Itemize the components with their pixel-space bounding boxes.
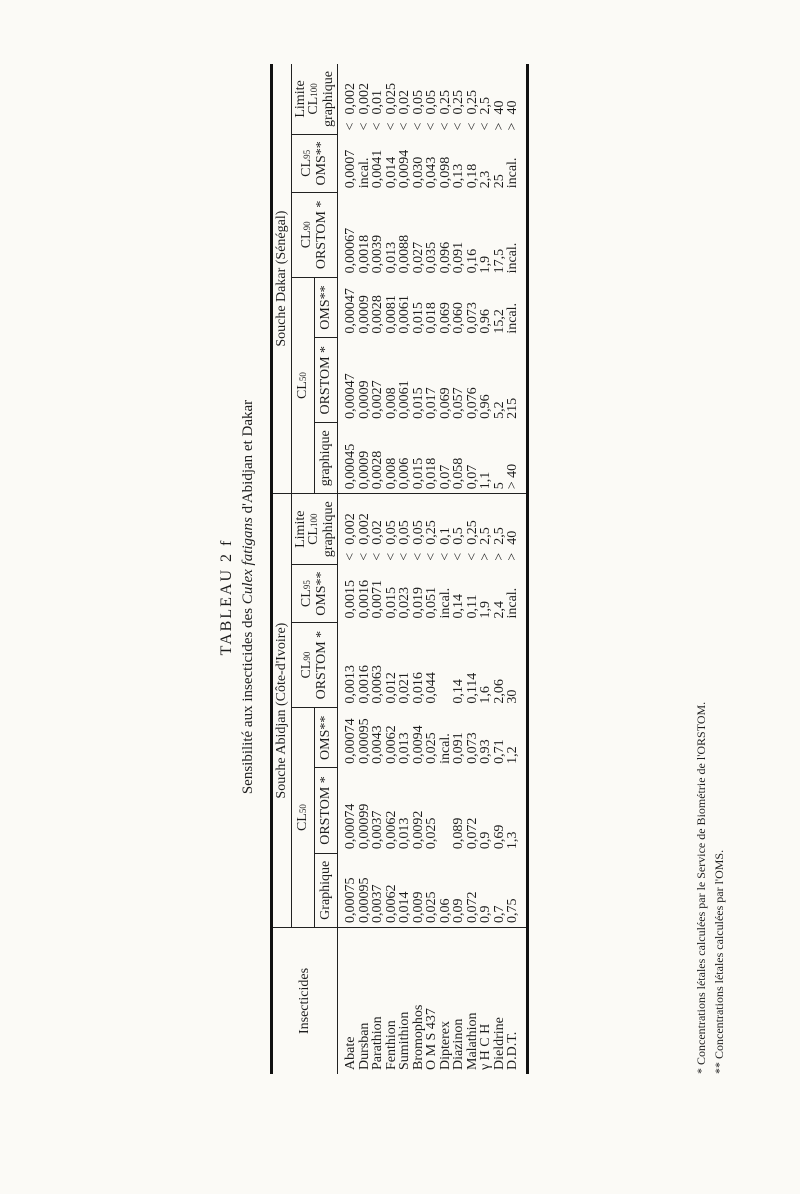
limite-value: 0,05 <box>383 520 399 545</box>
dakar-header: Souche Dakar (Sénégal) <box>272 64 292 494</box>
table-cell: 0,013 <box>397 732 412 764</box>
limite-cell <box>385 68 399 130</box>
dakar-oms95-col <box>338 134 528 192</box>
table-cell: 0,091 <box>451 732 466 764</box>
abidjan-graphique-col <box>338 853 528 927</box>
table-cell: γ H C H <box>478 1023 493 1070</box>
cl100-label: CL <box>306 96 321 115</box>
table-cell: incal. <box>505 587 520 619</box>
limite-label: Limite <box>292 80 308 118</box>
subtitle-post: d'Abidjan et Dakar <box>240 399 256 518</box>
table-cell: 0,021 <box>397 672 412 704</box>
limite-value: 0,002 <box>343 82 358 115</box>
limite-value: 2,5 <box>478 527 493 545</box>
table-cell: 0,0039 <box>370 234 385 274</box>
table-cell: 0,073 <box>464 302 480 334</box>
table-cell: 0,7 <box>491 905 507 923</box>
table-cell: 0,07 <box>464 464 480 490</box>
abidjan-orstom50-col <box>338 768 528 853</box>
table-cell: 0,0009 <box>356 380 372 419</box>
table-cell: 0,019 <box>410 587 426 619</box>
table-cell: 0,009 <box>410 891 426 923</box>
cl90-sub: 90 <box>302 221 313 231</box>
limite-sign: < <box>343 552 358 561</box>
dakar-oms50-header: OMS** <box>315 277 338 337</box>
table-cell: incal. <box>437 587 453 619</box>
table-cell: 0,006 <box>397 457 412 490</box>
table-cell: 1,1 <box>478 471 493 490</box>
table-cell: 0,00067 <box>343 227 358 274</box>
dakar-graphique-header: graphique <box>315 423 338 494</box>
limite-cell <box>439 498 453 560</box>
subtitle-pre: Sensibilité aux insecticides des <box>240 604 256 795</box>
table-cell: 0,0007 <box>343 149 358 189</box>
limite-cell <box>412 498 426 560</box>
table-cell: 0,18 <box>464 163 480 189</box>
table-cell: 30 <box>505 689 520 704</box>
limite-value: 2,5 <box>478 96 493 115</box>
cl50-label: CL <box>294 381 310 400</box>
table-cell: Dipterex <box>437 1021 453 1070</box>
table-cell: 0,076 <box>464 387 480 419</box>
table-cell: 0,0071 <box>370 580 385 619</box>
table-cell: 0,00099 <box>356 803 372 850</box>
table-title: TABLEAU 2 f <box>218 538 235 656</box>
table-cell: 0,015 <box>410 457 426 490</box>
limite-graphique: graphique <box>320 70 336 127</box>
table-cell: 0,072 <box>464 817 480 850</box>
table-cell: 0,018 <box>424 302 439 334</box>
limite-cell <box>479 68 493 130</box>
table-cell: 0,09 <box>451 898 466 923</box>
table-cell: 0,14 <box>451 679 466 704</box>
limite-cell <box>371 68 385 130</box>
table-cell: 2,4 <box>491 601 507 619</box>
table-cell: 0,96 <box>478 394 493 419</box>
table-cell: incal. <box>505 302 520 334</box>
cl90-label: CL <box>299 230 315 249</box>
limite-graphique: graphique <box>320 501 336 558</box>
limite-value: 0,25 <box>424 520 439 545</box>
limite-cell <box>425 68 439 130</box>
table-cell: 0,0061 <box>397 295 412 334</box>
limite-sign: < <box>451 552 466 561</box>
limite-value: 0,01 <box>370 89 385 115</box>
table-cell: 0,030 <box>410 156 426 189</box>
table-cell: 0,13 <box>451 163 466 189</box>
limite-cell <box>466 498 480 560</box>
limite-cell <box>493 68 507 130</box>
limite-sign: < <box>397 552 412 561</box>
limite-sign: < <box>343 122 358 131</box>
table-cell: 1,6 <box>478 686 493 704</box>
limite-cell <box>425 498 439 560</box>
table-cell: 0,69 <box>491 824 507 850</box>
limite-sign: < <box>370 552 385 561</box>
table-cell: Dieldrine <box>491 1017 507 1070</box>
cl100-sub: 100 <box>309 513 319 528</box>
table-cell: 0,060 <box>451 302 466 334</box>
table-cell: Fenthion <box>383 1020 399 1070</box>
cl95-label: CL <box>299 158 315 177</box>
table-cell: 0,0041 <box>370 149 385 189</box>
table-cell: 0,00074 <box>343 803 358 850</box>
limite-cell <box>506 68 520 130</box>
insecticides-header: Insecticides <box>272 928 338 1075</box>
limite-sign: > <box>491 122 507 131</box>
table-cell: 0,017 <box>424 387 439 419</box>
table-cell: 0,0094 <box>410 725 426 764</box>
table-cell: 0,027 <box>410 241 426 274</box>
table-cell: 0,9 <box>478 831 493 850</box>
limite-value: 0,05 <box>410 520 426 545</box>
limite-value: 0,002 <box>356 82 372 115</box>
abidjan-orstom90-col <box>338 623 528 708</box>
abidjan-cl95-header <box>291 565 338 623</box>
table-cell: 0,0037 <box>370 884 385 923</box>
table-cell: 0,043 <box>424 156 439 189</box>
table-cell: 0,096 <box>437 241 453 274</box>
table-cell <box>439 772 453 849</box>
limite-value: 0,25 <box>464 520 480 545</box>
table-cell: 0,0062 <box>383 884 399 923</box>
dakar-cl90-header <box>291 192 338 277</box>
limite-value: 40 <box>491 100 507 115</box>
table-cell: 0,00045 <box>343 443 358 490</box>
limite-cell <box>493 498 507 560</box>
table-cell: 0,015 <box>410 302 426 334</box>
limite-cell <box>371 498 385 560</box>
cl95-oms: OMS** <box>313 141 329 186</box>
cl50-sub: 50 <box>297 372 308 382</box>
table-cell: 0,0081 <box>383 295 399 334</box>
table-cell: 5,2 <box>491 401 507 419</box>
table-cell: 0,035 <box>424 241 439 274</box>
abidjan-cl50-header <box>291 708 315 928</box>
table-cell: 0,00095 <box>356 877 372 923</box>
abidjan-cl90-header <box>291 623 338 708</box>
limite-cell <box>344 68 358 130</box>
limite-sign: > <box>491 552 507 561</box>
table-cell: Parathion <box>370 1016 385 1070</box>
cl95-sub: 95 <box>302 149 313 159</box>
table-cell: 1,3 <box>505 831 520 850</box>
limite-sign: < <box>356 552 372 561</box>
table-cell: 17,5 <box>491 248 507 274</box>
limite-sign: < <box>437 122 453 131</box>
dakar-orstom90-col <box>338 192 528 277</box>
table-subtitle <box>240 0 257 1194</box>
table-cell: 0,0088 <box>397 234 412 274</box>
limite-sign: < <box>410 552 426 561</box>
table-cell: 0,025 <box>424 817 439 850</box>
table-cell: 0,16 <box>464 248 480 274</box>
abidjan-limite-header <box>291 494 338 565</box>
abidjan-orstom50-header: ORSTOM * <box>315 768 338 853</box>
table-cell: 0,015 <box>410 387 426 419</box>
table-cell: Diazinon <box>451 1018 466 1070</box>
table-cell: 0,051 <box>424 587 439 619</box>
limite-value: 0,1 <box>437 527 453 545</box>
table-cell: 0,072 <box>464 891 480 923</box>
table-cell: 0,71 <box>491 739 507 764</box>
table-cell: D.D.T. <box>505 1031 520 1070</box>
table-cell: 0,073 <box>464 732 480 764</box>
limite-cell <box>466 68 480 130</box>
table-cell: 0,0009 <box>356 450 372 490</box>
table-cell: 0,012 <box>383 672 399 704</box>
table-cell: O M S 437 <box>424 1008 439 1070</box>
limite-sign: < <box>478 122 493 131</box>
limite-cell <box>398 498 412 560</box>
table-cell: 0,0015 <box>343 580 358 619</box>
table-cell: 0,00095 <box>356 718 372 764</box>
abidjan-header: Souche Abidjan (Côte-d'Ivoire) <box>272 494 292 928</box>
limite-cell <box>358 498 372 560</box>
dakar-oms50-col <box>338 277 528 337</box>
limite-sign: > <box>505 122 520 131</box>
table-cell: 0,00074 <box>343 718 358 764</box>
abidjan-oms95-col <box>338 565 528 623</box>
sensitivity-table <box>270 64 529 1074</box>
table-cell: 0,0062 <box>383 725 399 764</box>
cl50-sub: 50 <box>297 804 308 814</box>
table-cell: incal. <box>437 733 453 764</box>
table-cell: 0,0061 <box>397 380 412 419</box>
table-cell: 0,00047 <box>343 373 358 419</box>
table-cell: Malathion <box>464 1012 480 1070</box>
table-cell: 0,07 <box>437 464 453 490</box>
table-cell: 0,0092 <box>410 810 426 850</box>
cl95-oms: OMS** <box>313 571 329 616</box>
footnote-2: ** Concentrations létales calculées par l'OMS. <box>712 849 726 1074</box>
table-cell: 5 <box>491 482 507 490</box>
table-cell: 0,016 <box>410 672 426 704</box>
limite-sign: < <box>424 552 439 561</box>
table-cell: 0,025 <box>424 891 439 923</box>
table-cell: 0,091 <box>451 241 466 274</box>
table-cell: 0,057 <box>451 387 466 419</box>
dakar-orstom50-header: ORSTOM * <box>315 338 338 423</box>
table-cell: 0,0043 <box>370 725 385 764</box>
limite-value: 2,5 <box>491 527 507 545</box>
limite-sign: < <box>383 552 399 561</box>
limite-cell <box>439 68 453 130</box>
table-cell: 0,069 <box>437 387 453 419</box>
table-cell: 1,2 <box>505 746 520 764</box>
cl90-label: CL <box>299 660 315 679</box>
table-cell: 25 <box>491 174 507 189</box>
dakar-limite-header <box>291 64 338 134</box>
table-cell: Abate <box>343 1036 358 1070</box>
subtitle-species: Culex fatigans <box>240 517 256 605</box>
table-cell: 0,015 <box>383 587 399 619</box>
limite-sign: < <box>437 552 453 561</box>
limite-cell <box>385 498 399 560</box>
table-cell: 0,013 <box>397 817 412 850</box>
table-cell: 0,014 <box>383 156 399 189</box>
table-cell: 2,06 <box>491 679 507 704</box>
limite-value: 0,025 <box>383 82 399 115</box>
table-cell: 0,0094 <box>397 149 412 189</box>
table-cell: 0,75 <box>505 898 520 923</box>
abidjan-limite-col <box>338 494 528 565</box>
abidjan-oms50-header: OMS** <box>315 708 338 768</box>
limite-cell <box>479 498 493 560</box>
limite-sign: < <box>370 122 385 131</box>
table-cell: 0,0009 <box>356 295 372 334</box>
table-cell: 2,3 <box>478 170 493 189</box>
table-cell: 0,9 <box>478 905 493 923</box>
limite-value: 0,05 <box>397 520 412 545</box>
limite-sign: < <box>397 122 412 131</box>
cl50-label: CL <box>294 813 310 832</box>
table-cell: Sumithion <box>397 1011 412 1070</box>
limite-sign: > <box>505 552 520 561</box>
dakar-limite-col <box>338 64 528 134</box>
table-cell: 0,114 <box>464 672 480 704</box>
limite-cell <box>358 68 372 130</box>
limite-cell <box>412 68 426 130</box>
table-cell: 0,93 <box>478 739 493 764</box>
table-cell: 15,2 <box>491 309 507 334</box>
table-cell: 0,0018 <box>356 234 372 274</box>
table-cell: 0,023 <box>397 587 412 619</box>
dakar-orstom50-col <box>338 338 528 423</box>
dakar-graphique-col <box>338 423 528 494</box>
cl90-orstom: ORSTOM * <box>313 200 329 270</box>
limite-sign: < <box>410 122 426 131</box>
limite-value: 0,02 <box>397 89 412 115</box>
limite-cell <box>452 68 466 130</box>
limite-sign: < <box>383 122 399 131</box>
table-cell: 0,025 <box>424 732 439 764</box>
limite-value: 40 <box>505 100 520 115</box>
cl95-sub: 95 <box>302 580 313 590</box>
table-cell: 0,11 <box>464 594 480 619</box>
table-cell: 0,0027 <box>370 380 385 419</box>
limite-value: 0,002 <box>343 513 358 545</box>
abidjan-graphique-header: Graphique <box>315 853 338 927</box>
table-cell: 0,069 <box>437 302 453 334</box>
table-cell: 1,9 <box>478 601 493 619</box>
table-cell: 0,0062 <box>383 810 399 850</box>
limite-value: 0,05 <box>424 89 439 115</box>
table-cell: 0,0037 <box>370 810 385 850</box>
table-cell: 0,0016 <box>356 580 372 619</box>
table-cell: incal. <box>505 242 520 274</box>
table-cell: 0,00047 <box>343 288 358 334</box>
table-cell: 0,008 <box>383 387 399 419</box>
table-cell: incal. <box>505 157 520 189</box>
cl100-label: CL <box>306 527 321 545</box>
table-cell: 0,00075 <box>343 877 358 923</box>
table-cell <box>439 627 453 704</box>
table-cell: 0,044 <box>424 672 439 704</box>
cl90-sub: 90 <box>302 651 313 661</box>
limite-sign: > <box>478 552 493 561</box>
table-cell: 0,058 <box>451 457 466 490</box>
table-cell: 215 <box>505 397 520 419</box>
dakar-cl95-header <box>291 134 338 192</box>
table-cell: 0,0013 <box>343 665 358 704</box>
limite-value: 0,25 <box>451 89 466 115</box>
table-cell: > 40 <box>505 463 520 490</box>
table-cell: 0,96 <box>478 309 493 334</box>
table-cell: Bromophos <box>410 1004 426 1070</box>
limite-sign: < <box>464 122 480 131</box>
table-cell: 0,0016 <box>356 665 372 704</box>
table-cell: 0,14 <box>451 594 466 619</box>
limite-cell <box>506 498 520 560</box>
limite-label: Limite <box>292 510 308 548</box>
table-cell: Dursban <box>356 1022 372 1070</box>
limite-cell <box>344 498 358 560</box>
limite-cell <box>452 498 466 560</box>
limite-value: 0,5 <box>451 527 466 545</box>
table-cell: 0,014 <box>397 891 412 923</box>
limite-sign: < <box>424 122 439 131</box>
abidjan-oms50-col <box>338 708 528 768</box>
table-cell: 0,0028 <box>370 295 385 334</box>
limite-sign: < <box>464 552 480 561</box>
limite-value: 0,25 <box>437 89 453 115</box>
limite-value: 40 <box>505 530 520 545</box>
limite-sign: < <box>451 122 466 131</box>
dakar-cl50-header <box>291 277 315 493</box>
insecticide-list <box>338 928 528 1075</box>
table-cell: 0,0028 <box>370 450 385 490</box>
table-cell: incal. <box>356 157 372 189</box>
table-cell: 0,013 <box>383 241 399 274</box>
cl95-label: CL <box>299 589 315 608</box>
table-cell: 0,098 <box>437 156 453 189</box>
limite-value: 0,25 <box>464 89 480 115</box>
footnote-1: * Concentrations létales calculées par le Service de Biométrie de l'ORSTOM. <box>694 701 708 1074</box>
table-cell: 0,0063 <box>370 665 385 704</box>
table-cell: 0,089 <box>451 817 466 850</box>
limite-sign: < <box>356 122 372 131</box>
cl90-orstom: ORSTOM * <box>313 630 329 700</box>
cl100-sub: 100 <box>309 83 319 97</box>
limite-value: 0,02 <box>370 520 385 545</box>
limite-value: 0,002 <box>356 513 372 545</box>
limite-value: 0,05 <box>410 89 426 115</box>
table-cell: 0,018 <box>424 457 439 490</box>
table-cell: 0,06 <box>437 898 453 923</box>
table-cell: 0,008 <box>383 457 399 490</box>
table-cell: 1,9 <box>478 255 493 274</box>
limite-cell <box>398 68 412 130</box>
